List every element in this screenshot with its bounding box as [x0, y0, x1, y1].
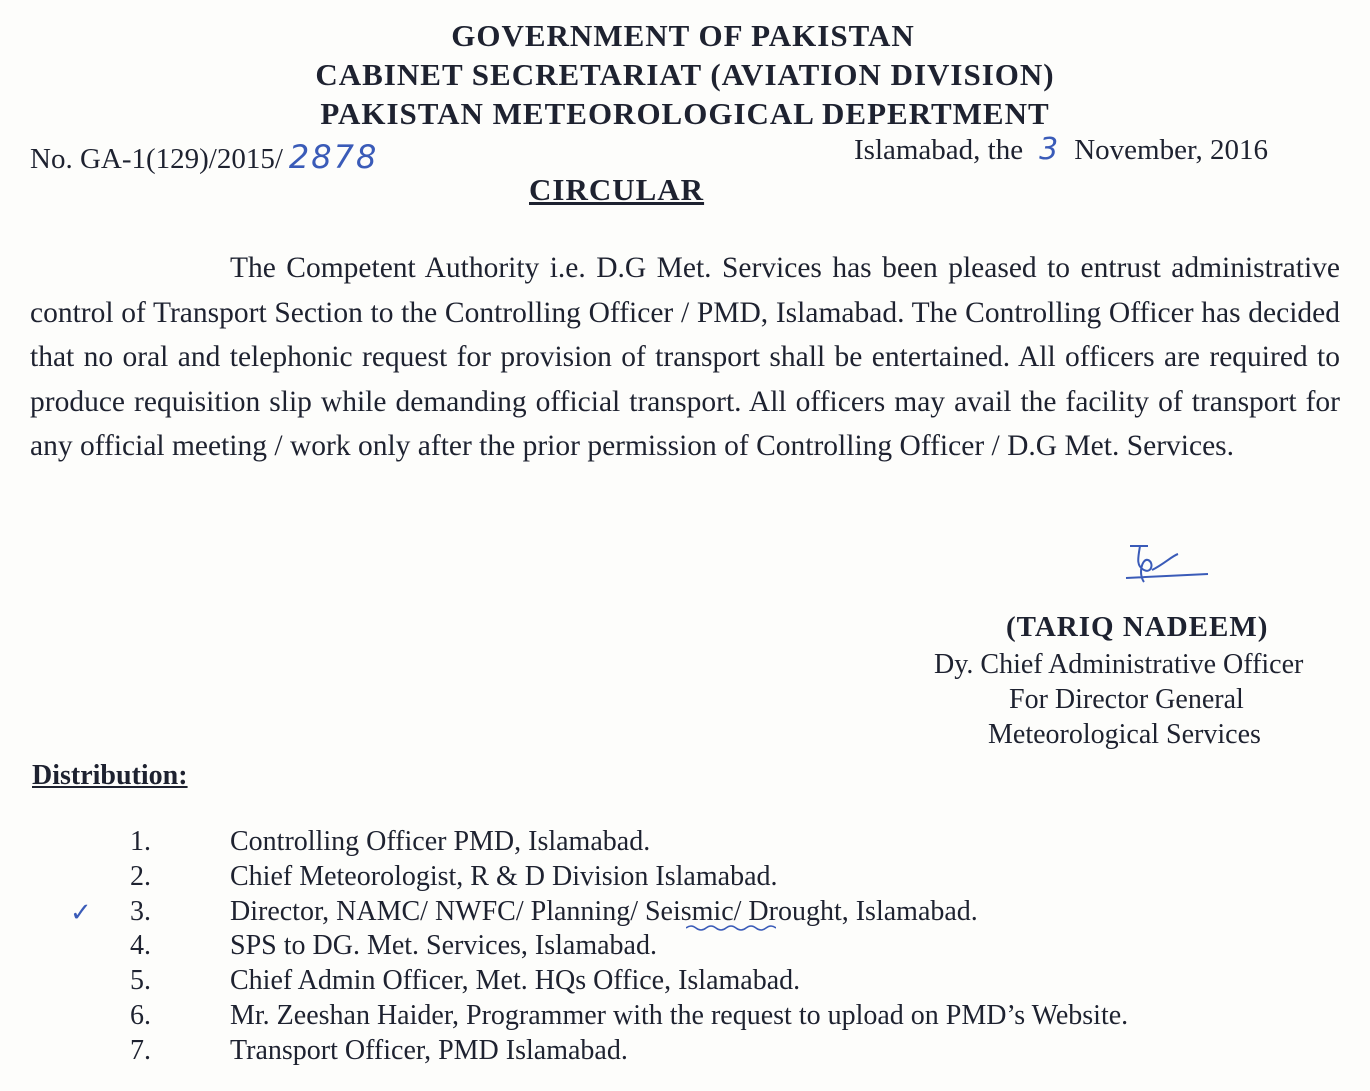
date-day-handwritten: 3: [1039, 132, 1059, 167]
list-item: [0, 1000, 1370, 1035]
list-item-text: Controlling Officer PMD, Islamabad.: [230, 826, 651, 857]
reference-number: [30, 138, 378, 176]
signer-name: (TARIQ NADEEM): [1006, 611, 1269, 643]
header-government: GOVERNMENT OF PAKISTAN: [451, 18, 915, 53]
reference-number-handwritten: 2878: [288, 138, 379, 176]
list-item-number: 4.: [130, 930, 151, 962]
list-item-number: 6.: [130, 999, 151, 1031]
list-item: [0, 861, 1370, 896]
signer-on-behalf: For Director General: [1009, 684, 1244, 715]
header-department: PAKISTAN METEOROLOGICAL DEPERTMENT: [320, 96, 1050, 131]
list-item: [0, 826, 1370, 861]
list-item-number: 5.: [130, 965, 151, 997]
circular-body-text: The Competent Authority i.e. D.G Met. Services has been pleased to entrust administrative control of Transport Section to the Controlling Officer / PMD, Islamabad. The Controlling Officer has decided that no oral and telephonic request for provision of transport shall be entertained. All officers are required to produce requisition slip while demanding official transport. All officers may avail the facility of transport for any official meeting / work only after the prior permission of Controlling Officer / D.G Met. Services.: [30, 252, 1340, 462]
list-item-number: 7.: [130, 1034, 151, 1066]
document-title: CIRCULAR: [529, 172, 705, 207]
list-item-number: 2.: [130, 860, 151, 892]
date-suffix: November, 2016: [1074, 134, 1268, 166]
list-item: [0, 896, 1370, 931]
header-secretariat: CABINET SECRETARIAT (AVIATION DIVISION): [315, 57, 1055, 92]
list-item-text: Director, NAMC/ NWFC/ Planning/ Seismic/ Drought, Islamabad.: [230, 895, 978, 927]
list-item-number: 3.: [130, 895, 151, 927]
list-item: [0, 965, 1370, 1000]
list-item: [0, 1035, 1370, 1070]
date-line: [854, 132, 1268, 167]
list-item-text: SPS to DG. Met. Services, Islamabad.: [230, 930, 657, 962]
distribution-list: [0, 826, 1370, 1070]
list-item: [0, 930, 1370, 965]
date-prefix: Islamabad, the: [854, 134, 1024, 166]
distribution-title: Distribution:: [32, 760, 188, 791]
reference-number-text: No. GA-1(129)/2015/: [30, 143, 283, 175]
list-item-text: Chief Admin Officer, Met. HQs Office, Islamabad.: [230, 965, 801, 997]
list-item-text: Mr. Zeeshan Haider, Programmer with the request to upload on PMD’s Website.: [230, 999, 1129, 1031]
circular-body: [30, 246, 1340, 469]
signature-mark: [1108, 540, 1218, 590]
list-item-text: Transport Officer, PMD Islamabad.: [230, 1034, 628, 1066]
signer-organization: Meteorological Services: [988, 719, 1261, 750]
list-item-text: Chief Meteorologist, R & D Division Islamabad.: [230, 860, 778, 892]
signer-designation: Dy. Chief Administrative Officer: [934, 649, 1304, 680]
list-item-number: 1.: [130, 826, 151, 857]
tick-mark-icon: ✓: [70, 898, 92, 928]
